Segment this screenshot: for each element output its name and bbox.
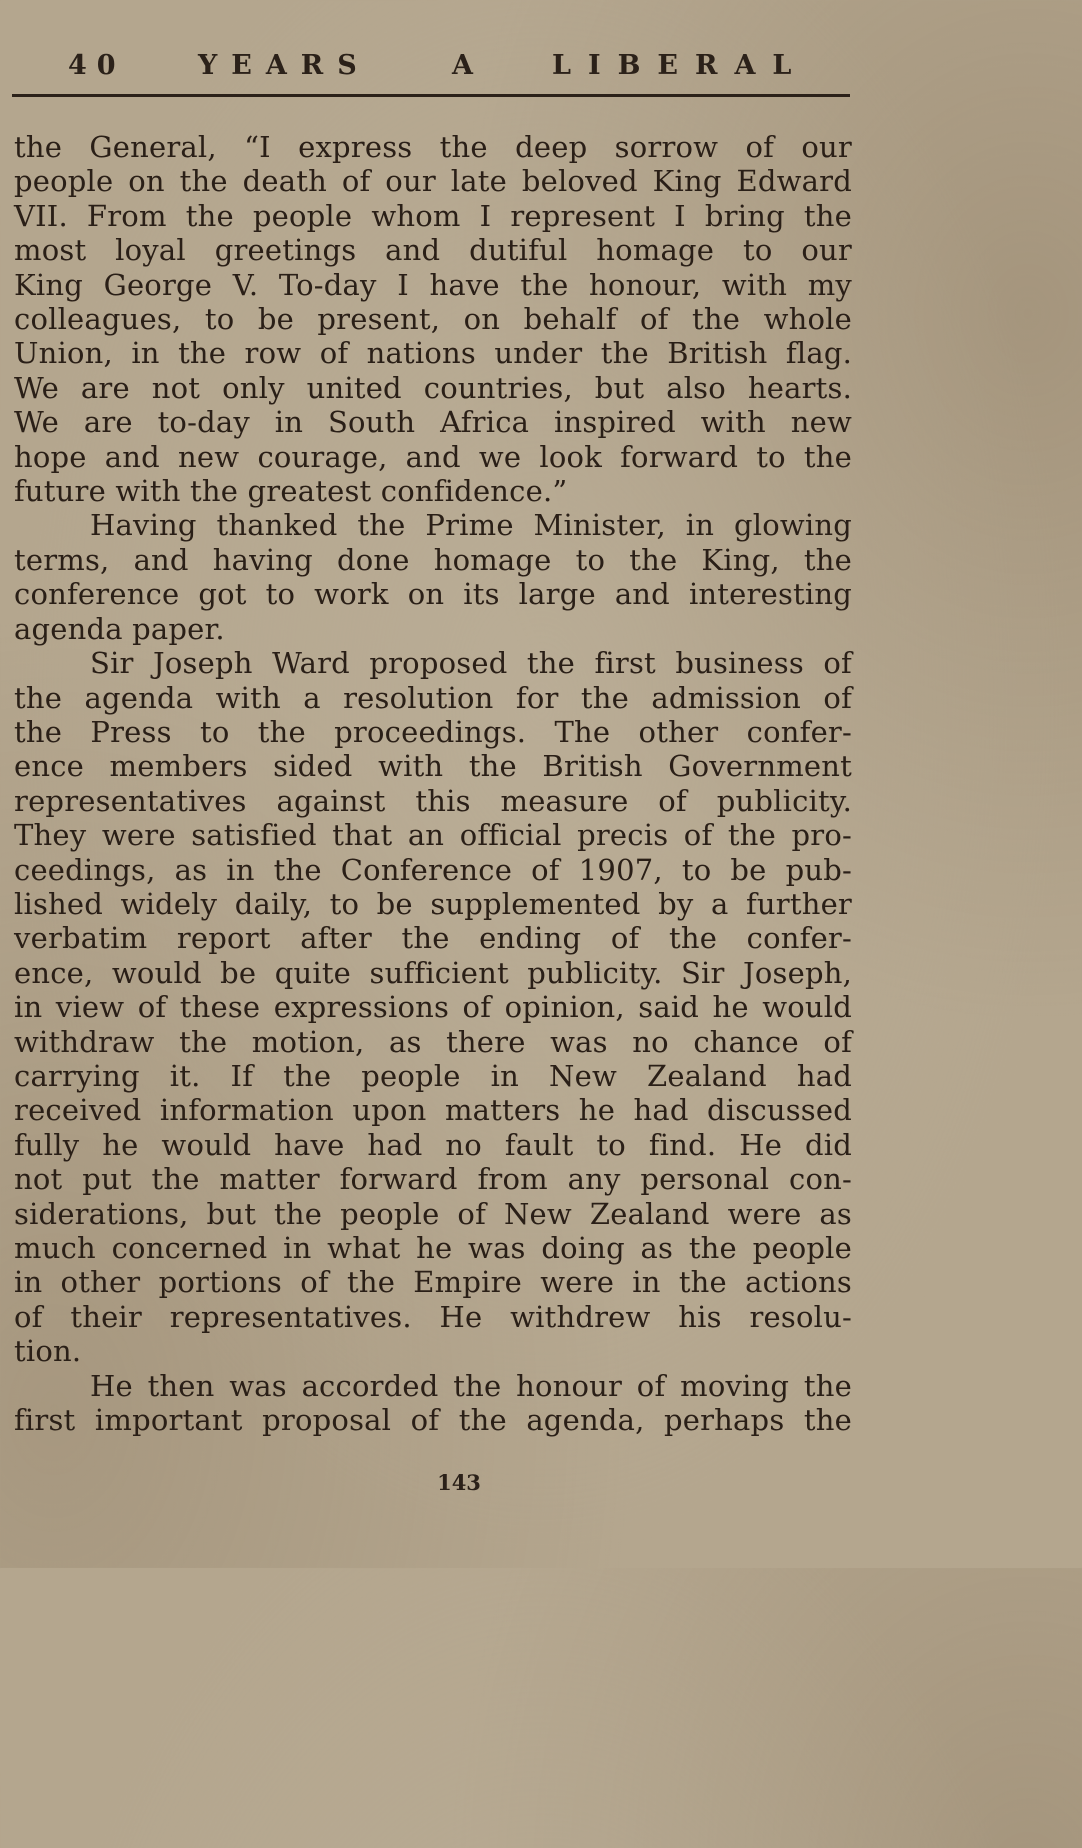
text-line: We are not only united countries, but also hearts. [14, 370, 852, 405]
text-line: in other portions of the Empire were in the actions [14, 1265, 852, 1300]
header-rule [12, 94, 850, 97]
text-line: Union, in the row of nations under the British flag. [14, 336, 852, 371]
text-line: fully he would have had no fault to find. He did [14, 1127, 852, 1162]
text-line: representatives against this measure of publicity. [14, 783, 852, 818]
text-line: not put the matter forward from any personal con- [14, 1162, 852, 1197]
text-line: VII. From the people whom I represent I bring the [14, 198, 852, 233]
text-line: King George V. To-day I have the honour, with my [14, 267, 852, 302]
text-line: the agenda with a resolution for the admission of [14, 680, 852, 715]
text-line: people on the death of our late beloved King Edward [14, 164, 852, 199]
running-head-title-word: YEARS [198, 50, 371, 81]
text-line: siderations, but the people of New Zealand were as [14, 1196, 852, 1231]
text-line: future with the greatest confidence.” [14, 474, 568, 509]
text-line: colleagues, to be present, on behalf of the whole [14, 302, 852, 337]
text-line: agenda paper. [14, 611, 225, 646]
body-text [14, 130, 852, 1437]
text-line: Having thanked the Prime Minister, in glowing [90, 508, 852, 543]
text-line: verbatim report after the ending of the confer- [14, 921, 852, 956]
running-head-title-word: LIBERAL [552, 50, 809, 81]
text-line: of their representatives. He withdrew his resolu- [14, 1299, 852, 1334]
text-line: in view of these expressions of opinion, said he would [14, 990, 852, 1025]
text-line: hope and new courage, and we look forward to the [14, 439, 852, 474]
text-line: tion. [14, 1334, 82, 1369]
text-line: most loyal greetings and dutiful homage to our [14, 233, 852, 268]
text-line: carrying it. If the people in New Zealand had [14, 1058, 852, 1093]
running-head-page-number: 40 [68, 50, 126, 81]
page-folio: 143 [437, 1470, 481, 1495]
text-line: much concerned in what he was doing as the people [14, 1231, 852, 1265]
paragraph [14, 508, 852, 646]
text-line: conference got to work on its large and interesting [14, 577, 852, 612]
text-line: withdraw the motion, as there was no chance of [14, 1024, 852, 1059]
paragraph [14, 130, 852, 508]
text-line: terms, and having done homage to the King, the [14, 542, 852, 577]
text-line: ence members sided with the British Government [14, 749, 852, 784]
running-head-title-word: A [452, 50, 473, 81]
text-line: ceedings, as in the Conference of 1907, to be pub- [14, 852, 852, 887]
text-line: They were satisfied that an official precis of the pro- [14, 818, 852, 853]
text-line: the Press to the proceedings. The other confer- [14, 714, 852, 749]
text-line: received information upon matters he had discussed [14, 1093, 852, 1128]
text-line: We are to-day in South Africa inspired with new [14, 405, 852, 440]
text-line: first important proposal of the agenda, perhaps the [14, 1403, 852, 1438]
text-line: the General, “I express the deep sorrow of our [14, 130, 852, 164]
text-line: Sir Joseph Ward proposed the first business of [90, 646, 852, 681]
text-line: lished widely daily, to be supplemented by a further [14, 886, 852, 921]
paragraph [14, 1369, 852, 1438]
paragraph [14, 646, 852, 1369]
text-line: He then was accorded the honour of moving the [90, 1368, 852, 1403]
running-head [12, 46, 850, 92]
text-line: ence, would be quite sufficient publicity. Sir Joseph, [14, 955, 852, 990]
